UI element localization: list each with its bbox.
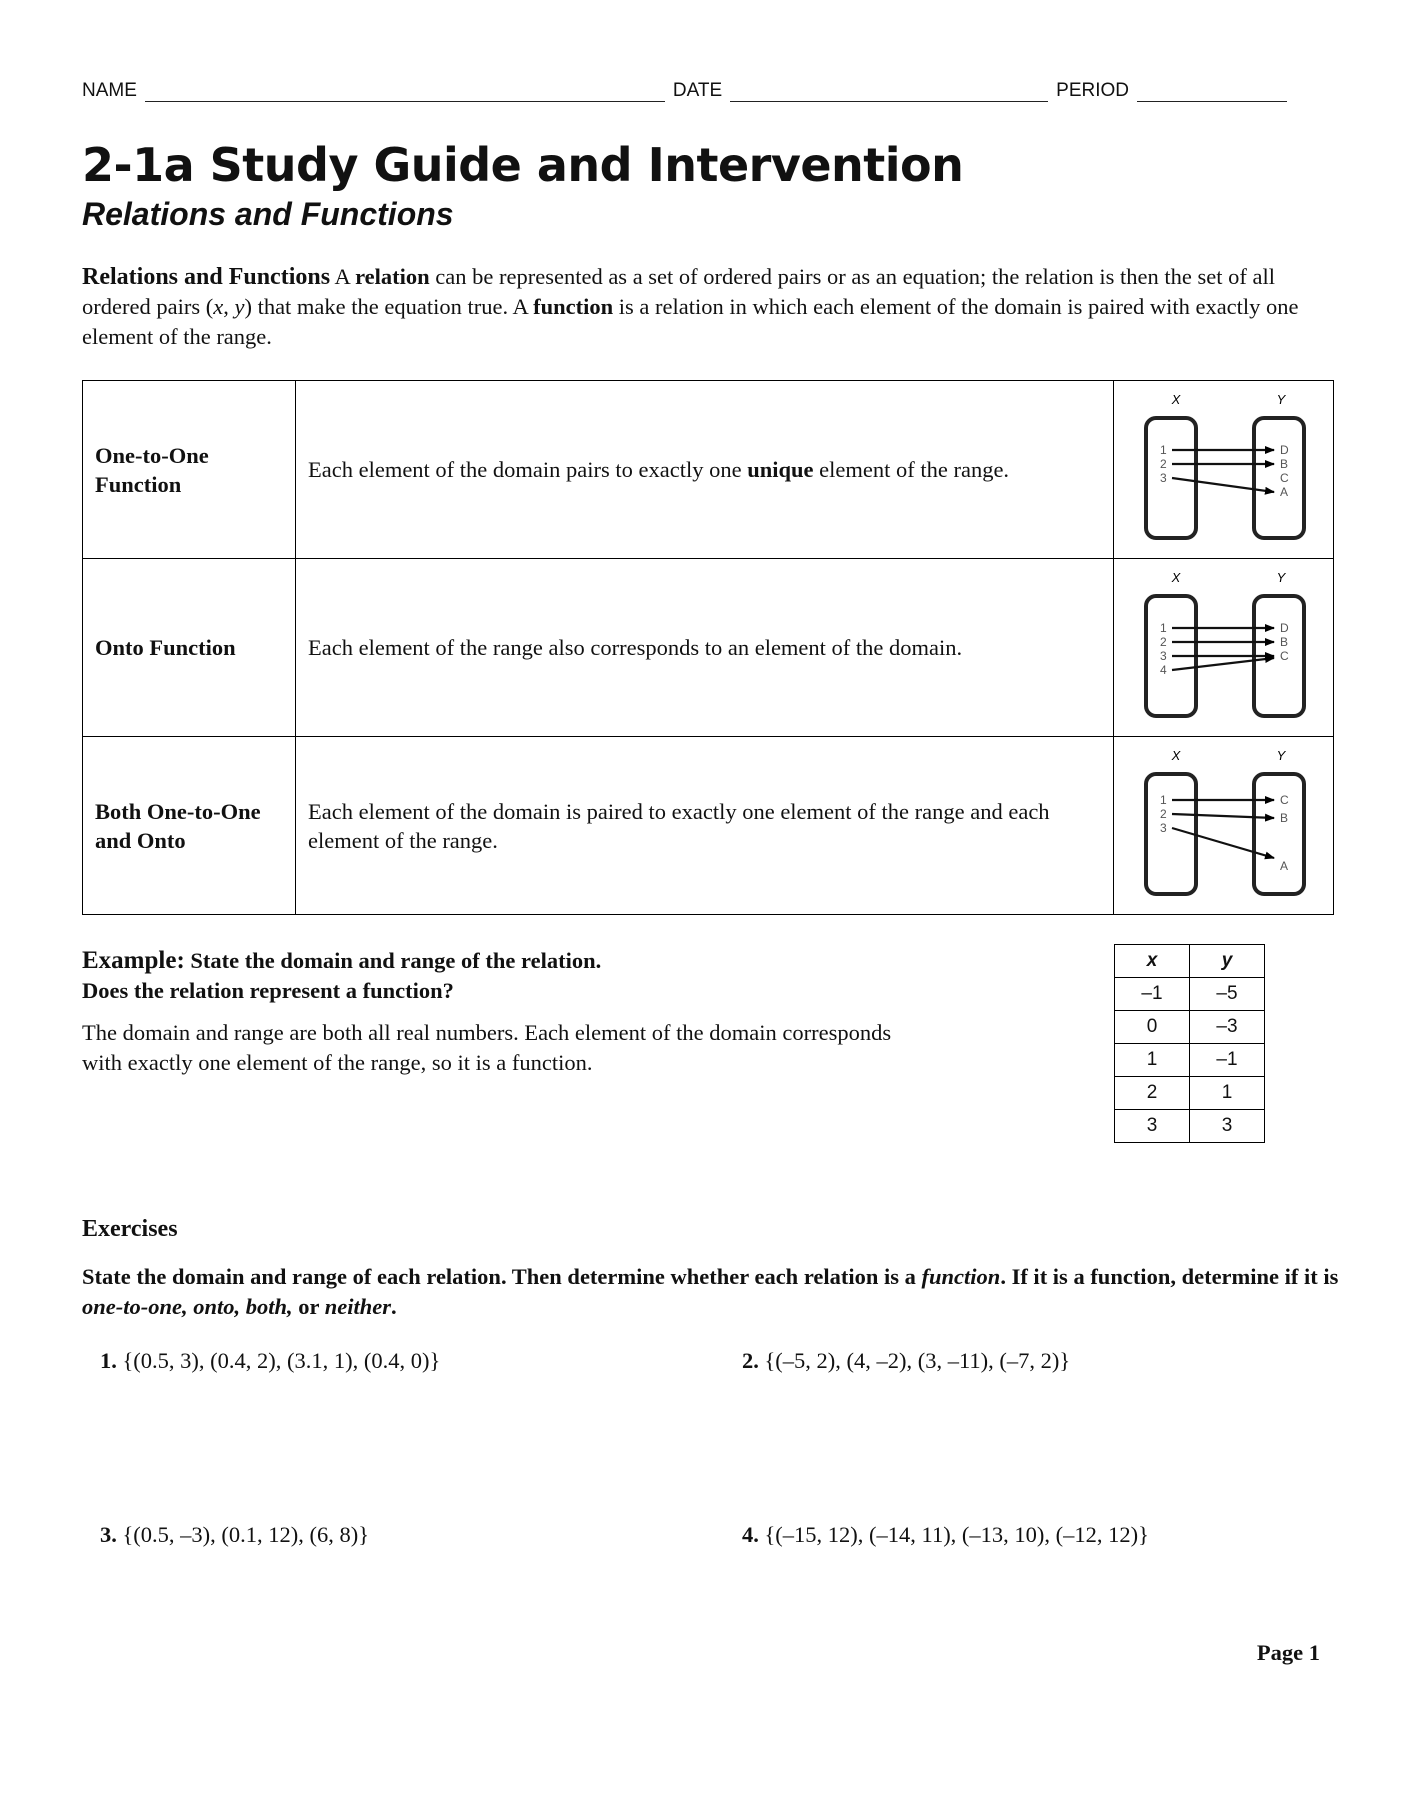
range-element: C	[1279, 471, 1289, 485]
table-row	[1115, 1044, 1265, 1077]
domain-element: 3	[1159, 821, 1167, 835]
domain-element: 1	[1159, 443, 1167, 457]
name-field[interactable]	[145, 83, 665, 102]
period-label: PERIOD	[1056, 80, 1130, 101]
table-cell: –1	[1115, 978, 1190, 1011]
problem-text: {(–5, 2), (4, –2), (3, –11), (–7, 2)}	[758, 1348, 1071, 1373]
range-oval	[1254, 418, 1304, 538]
mapping-diagram	[1114, 381, 1334, 559]
diagram-y-label: Y	[1276, 392, 1285, 407]
intro-text: can be represented as a set of ordered pairs or as an equation; the relation is then the set of all ordered pairs (	[82, 264, 1275, 319]
definition-term: Onto Function	[83, 559, 296, 737]
table-cell: 2	[1115, 1077, 1190, 1110]
range-element: C	[1279, 793, 1289, 807]
definition-row	[83, 737, 1334, 915]
exercise-problem-4	[742, 1522, 1149, 1548]
domain-element: 4	[1159, 663, 1167, 677]
problem-number: 2.	[742, 1348, 759, 1373]
term-relation: relation	[355, 264, 430, 289]
range-element: A	[1279, 859, 1288, 873]
definition-description: Each element of the domain is paired to exactly one element of the range and each element of the range.	[296, 737, 1114, 915]
range-element: D	[1279, 443, 1289, 457]
diagram-x-label: X	[1171, 748, 1180, 763]
table-cell: 3	[1190, 1110, 1265, 1143]
domain-element: 1	[1159, 793, 1167, 807]
exercise-problem-1	[100, 1348, 440, 1374]
intro-paragraph	[82, 262, 1342, 352]
mapping-arrow	[1172, 658, 1274, 670]
table-cell: 3	[1115, 1110, 1190, 1143]
date-field[interactable]	[730, 83, 1048, 102]
range-element: C	[1279, 649, 1289, 663]
domain-element: 1	[1159, 621, 1167, 635]
mapping-arrow	[1172, 814, 1274, 818]
domain-element: 2	[1159, 807, 1167, 821]
definition-row	[83, 381, 1334, 559]
diagram-y-label: Y	[1276, 748, 1285, 763]
domain-element: 2	[1159, 457, 1167, 471]
mapping-arrow	[1172, 478, 1274, 492]
table-row	[1115, 1110, 1265, 1143]
table-row	[1115, 1077, 1265, 1110]
table-cell: 0	[1115, 1011, 1190, 1044]
table-header-y: y	[1190, 945, 1265, 978]
problem-text: {(0.5, 3), (0.4, 2), (3.1, 1), (0.4, 0)}	[116, 1348, 441, 1373]
problem-text: {(0.5, –3), (0.1, 12), (6, 8)}	[116, 1522, 370, 1547]
intro-lead: Relations and Functions	[82, 264, 331, 290]
mapping-arrow	[1172, 828, 1274, 858]
definition-term: Both One-to-One and Onto	[83, 737, 296, 915]
example-question: State the domain and range of the relation.	[184, 948, 602, 973]
table-header-row	[1115, 945, 1265, 978]
definitions-table	[82, 380, 1334, 915]
student-info-line	[82, 80, 1332, 102]
definition-term: One-to-One Function	[83, 381, 296, 559]
period-field[interactable]	[1137, 83, 1287, 102]
table-row	[1115, 1011, 1265, 1044]
page-title: 2-1a Study Guide and Intervention	[82, 138, 964, 192]
table-row	[1115, 978, 1265, 1011]
domain-element: 3	[1159, 471, 1167, 485]
example-label: Example:	[82, 947, 185, 974]
mapping-diagram-one-to-one	[1124, 386, 1324, 546]
definition-description: Each element of the range also corresponds to an element of the domain.	[296, 559, 1114, 737]
mapping-diagram-onto	[1124, 564, 1324, 724]
intro-text: ) that make the equation true. A	[244, 294, 534, 319]
definition-description: Each element of the domain pairs to exactly one unique element of the range.	[296, 381, 1114, 559]
table-cell: –3	[1190, 1011, 1265, 1044]
intro-text: ,	[223, 294, 235, 319]
exercises-instructions: State the domain and range of each relation. Then determine whether each relation is a function. If it is a function, determine if it is one-to-one, onto, both, or neither.	[82, 1264, 1339, 1319]
date-label: DATE	[672, 80, 723, 101]
example-heading	[82, 946, 982, 1006]
domain-oval	[1146, 418, 1196, 538]
term-function: function	[533, 294, 614, 319]
definition-row	[83, 559, 1334, 737]
problem-number: 1.	[100, 1348, 117, 1373]
problem-number: 3.	[100, 1522, 117, 1547]
range-element: B	[1279, 635, 1288, 649]
table-cell: –5	[1190, 978, 1265, 1011]
diagram-x-label: X	[1171, 392, 1180, 407]
problem-number: 4.	[742, 1522, 759, 1547]
exercises-heading: Exercises	[82, 1216, 178, 1242]
page-subtitle: Relations and Functions	[82, 196, 454, 232]
domain-oval	[1146, 774, 1196, 894]
xy-table	[1114, 944, 1265, 1143]
domain-element: 2	[1159, 635, 1167, 649]
page-number: Page 1	[1256, 1640, 1320, 1665]
table-cell: 1	[1115, 1044, 1190, 1077]
domain-element: 3	[1159, 649, 1167, 663]
range-oval	[1254, 774, 1304, 894]
exercise-problem-2	[742, 1348, 1070, 1374]
name-label: NAME	[82, 80, 137, 101]
example-answer: The domain and range are both all real numbers. Each element of the domain corresponds with exactly one element of the range, so it is a function.	[82, 1020, 892, 1075]
diagram-x-label: X	[1171, 570, 1180, 585]
table-cell: 1	[1190, 1077, 1265, 1110]
intro-text: A	[330, 264, 356, 289]
exercise-problem-3	[100, 1522, 369, 1548]
mapping-diagram	[1114, 737, 1334, 915]
var-y: y	[234, 294, 245, 319]
mapping-diagram	[1114, 559, 1334, 737]
range-element: A	[1279, 485, 1288, 499]
mapping-diagram-both	[1124, 742, 1324, 902]
problem-text: {(–15, 12), (–14, 11), (–13, 10), (–12, 12)}	[758, 1522, 1149, 1547]
diagram-y-label: Y	[1276, 570, 1285, 585]
var-x: x	[213, 294, 224, 319]
table-header-x: x	[1115, 945, 1190, 978]
range-element: D	[1279, 621, 1289, 635]
intro-text: is a relation in which each element of the domain is paired with exactly one element of the range.	[82, 294, 1299, 349]
example-question: Does the relation represent a function?	[82, 978, 454, 1003]
table-cell: –1	[1190, 1044, 1265, 1077]
range-element: B	[1279, 811, 1288, 825]
range-element: B	[1279, 457, 1288, 471]
